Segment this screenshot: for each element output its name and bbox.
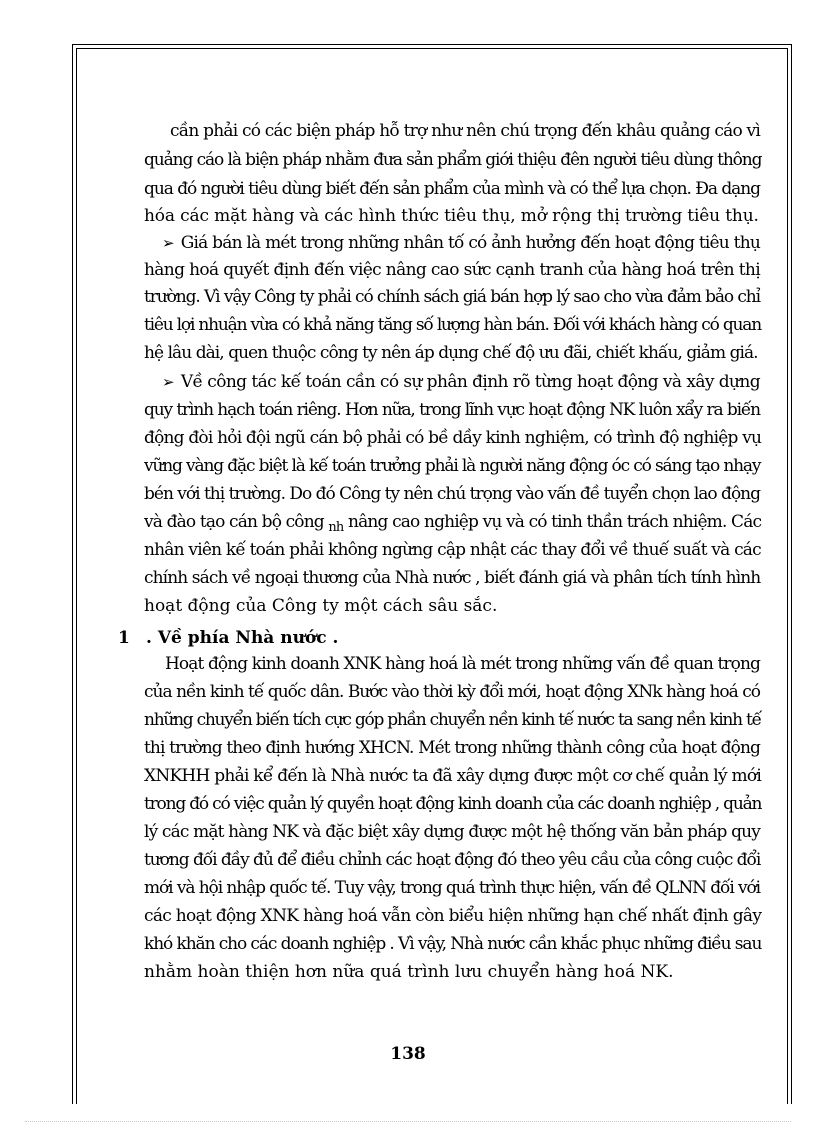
subscript-fragment: nh bbox=[328, 520, 344, 535]
text-line: chính sách về ngoại thương của Nhà nước , biết đánh giá và phân tích tính hình bbox=[144, 568, 761, 588]
text-line: hệ lâu dài, quen thuộc công ty nên áp dụng chế độ ưu đãi, chiết khấu, giảm giá. bbox=[144, 343, 758, 363]
text-line: XNKHH phải kể đến là Nhà nước ta đã xây dựng được một cơ chế quản lý mới bbox=[144, 766, 762, 786]
text-line: những chuyển biến tích cực góp phần chuyển nền kinh tế nước ta sang nền kinh tế bbox=[144, 710, 761, 730]
bullet-text: Giá bán là mét trong những nhân tố có ảnh hưởng đến hoạt động tiêu thụ bbox=[180, 233, 760, 253]
text-line: tiêu lợi nhuận vừa có khả năng tăng số lượng hàn bán. Đối với khách hàng có quan bbox=[144, 315, 761, 335]
heading-number: 1 bbox=[118, 628, 130, 648]
arrow-bullet-icon: ➢ bbox=[162, 234, 174, 252]
arrow-bullet-icon: ➢ bbox=[162, 373, 174, 391]
section-heading bbox=[118, 628, 338, 648]
text-line: nhằm hoàn thiện hơn nữa quá trình lưu chuyển hàng hoá NK. bbox=[144, 962, 674, 982]
bottom-dotted-rule bbox=[25, 1121, 791, 1122]
text-line: hoạt động của Công ty một cách sâu sắc. bbox=[144, 596, 498, 616]
text-line: khó khăn cho các doanh nghiệp . Vì vậy, Nhà nước cần khắc phục những điều sau bbox=[144, 934, 762, 954]
text-line: quy trình hạch toán riêng. Hơn nữa, trong lĩnh vực hoạt động NK luôn xẩy ra biến bbox=[144, 400, 760, 420]
text-line bbox=[162, 372, 760, 392]
text-line: hàng hoá quyết định đến việc nâng cao sức cạnh tranh của hàng hoá trên thị bbox=[144, 260, 760, 280]
text-line bbox=[162, 233, 760, 253]
text-line: động đòi hỏi đội ngũ cán bộ phải có bề dầy kinh nghiệm, có trình độ nghiệp vụ bbox=[144, 428, 762, 448]
text-fragment: nâng cao nghiệp vụ và có tinh thần trách nhiệm. Các bbox=[348, 512, 762, 532]
bullet-text: Về công tác kế toán cần có sự phân định rõ từng hoạt động và xây dựng bbox=[180, 372, 760, 392]
text-line: trường. Vì vậy Công ty phải có chính sách giá bán hợp lý sao cho vừa đảm bảo chỉ bbox=[144, 287, 760, 307]
text-line: các hoạt động XNK hàng hoá vẫn còn biểu hiện những hạn chế nhất định gây bbox=[144, 906, 762, 926]
text-line: vững vàng đặc biệt là kế toán trưởng phải là người năng động óc có sáng tạo nhạy bbox=[144, 456, 761, 476]
text-line: mới và hội nhập quốc tế. Tuy vậy, trong quá trình thực hiện, vấn đề QLNN đối với bbox=[144, 878, 760, 898]
text-fragment: và đào tạo cán bộ công bbox=[144, 512, 324, 532]
text-line: qua đó người tiêu dùng biết đến sản phẩm của mình và có thể lựa chọn. Đa dạng bbox=[144, 179, 760, 199]
text-line: tương đối đầy đủ để điều chỉnh các hoạt động đó theo yêu cầu của công cuộc đổi bbox=[144, 850, 761, 870]
text-line: Hoạt động kinh doanh XNK hàng hoá là mét trong những vấn đề quan trọng bbox=[165, 654, 760, 674]
text-line: bén với thị trường. Do đó Công ty nên chú trọng vào vấn đề tuyển chọn lao động bbox=[144, 484, 761, 504]
text-line: nhân viên kế toán phải không ngừng cập nhật các thay đổi về thuế suất và các bbox=[144, 540, 761, 560]
text-line: thị trường theo định hướng XHCN. Mét trong những thành công của hoạt động bbox=[144, 738, 760, 758]
text-line: trong đó có việc quản lý quyền hoạt động kinh doanh của các doanh nghiệp , quản bbox=[144, 794, 762, 814]
text-line bbox=[144, 512, 760, 534]
text-line: cần phải có các biện pháp hỗ trợ như nên chú trọng đến khâu quảng cáo vì bbox=[170, 121, 760, 141]
text-line: lý các mặt hàng NK và đặc biệt xây dựng được một hệ thống văn bản pháp quy bbox=[144, 822, 760, 842]
text-line: của nền kinh tế quốc dân. Bước vào thời kỳ đổi mới, hoạt động XNk hàng hoá có bbox=[144, 682, 760, 702]
text-line: hóa các mặt hàng và các hình thức tiêu thụ, mở rộng thị trường tiêu thụ. bbox=[144, 206, 759, 226]
page-number: 138 bbox=[390, 1044, 426, 1064]
text-line: quảng cáo là biện pháp nhằm đưa sản phẩm giới thiệu đên người tiêu dùng thông bbox=[144, 150, 762, 170]
heading-text: . Về phía Nhà nước . bbox=[146, 628, 339, 648]
